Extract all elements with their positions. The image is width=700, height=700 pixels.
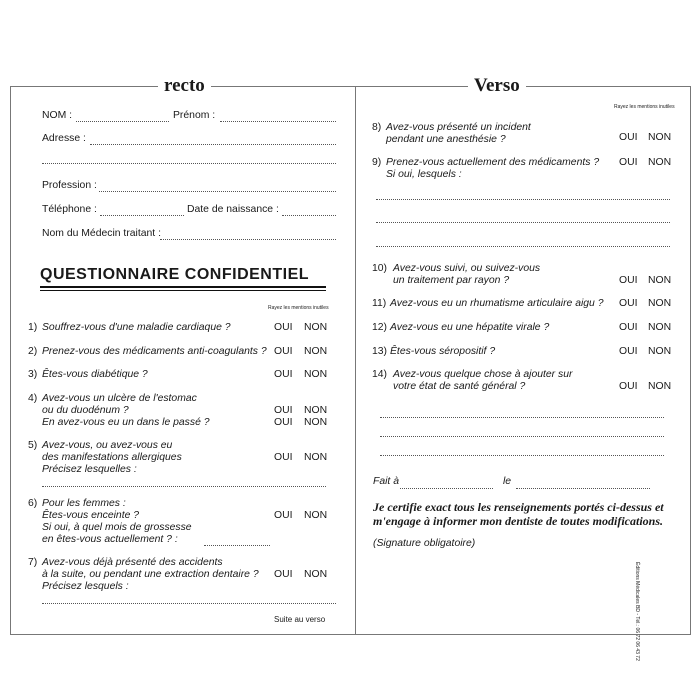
certification-line-1: Je certifie exact tous les renseignements portés ci-dessus et — [373, 500, 664, 514]
non-option[interactable]: NON — [648, 132, 672, 143]
prenom-field[interactable] — [220, 121, 336, 122]
non-option[interactable]: NON — [304, 452, 328, 463]
adresse-label: Adresse : — [42, 133, 86, 144]
question-number: 2) — [28, 346, 38, 357]
question-text: Avez-vous présenté un incident — [386, 122, 531, 133]
questionnaire-title: QUESTIONNAIRE CONFIDENTIEL — [40, 266, 310, 283]
non-option[interactable]: NON — [304, 569, 328, 580]
telephone-label: Téléphone : — [42, 204, 97, 215]
oui-option[interactable]: OUI — [274, 417, 293, 428]
medication-field-1[interactable] — [376, 199, 670, 200]
question-text: Si oui, à quel mois de grossesse — [42, 522, 192, 533]
oui-option[interactable]: OUI — [619, 381, 638, 392]
oui-option[interactable]: OUI — [274, 346, 293, 357]
question-text: Prenez-vous des médicaments anti-coagulants ? — [42, 346, 267, 357]
question-text: Prenez-vous actuellement des médicaments ? — [386, 157, 600, 168]
accident-field[interactable] — [42, 603, 336, 604]
question-text: à la suite, ou pendant une extraction dentaire ? — [42, 569, 259, 580]
non-option[interactable]: NON — [648, 322, 672, 333]
question-text: Avez-vous eu une hépatite virale ? — [390, 322, 550, 333]
fait-a-label: Fait à — [373, 476, 399, 487]
additional-field-2[interactable] — [380, 436, 664, 437]
date-field[interactable] — [516, 488, 650, 489]
question-text: En avez-vous eu un dans le passé ? — [42, 417, 210, 428]
recto-panel — [10, 86, 357, 635]
medication-field-2[interactable] — [376, 222, 670, 223]
question-text: ou du duodénum ? — [42, 405, 129, 416]
signature-label: (Signature obligatoire) — [373, 538, 476, 549]
question-number: 8) — [372, 122, 382, 133]
question-number: 13) — [372, 346, 388, 357]
telephone-field[interactable] — [100, 215, 184, 216]
oui-option[interactable]: OUI — [274, 452, 293, 463]
question-text: Avez-vous un ulcère de l'estomac — [42, 393, 197, 404]
publisher-side-text: Éditions Médicales BD - Tél.: 06 72 06 43 72 — [634, 562, 640, 661]
question-text: Êtes-vous séropositif ? — [390, 346, 496, 357]
question-number: 14) — [372, 369, 388, 380]
recto-heading: recto — [158, 75, 211, 97]
question-number: 7) — [28, 557, 38, 568]
question-text: Souffrez-vous d'une maladie cardiaque ? — [42, 322, 231, 333]
nom-field[interactable] — [76, 121, 169, 122]
question-text: Avez-vous, ou avez-vous eu — [42, 440, 173, 451]
non-option[interactable]: NON — [304, 346, 328, 357]
non-option[interactable]: NON — [304, 405, 328, 416]
oui-option[interactable]: OUI — [274, 369, 293, 380]
title-rule — [40, 286, 326, 288]
question-number: 12) — [372, 322, 388, 333]
allergy-field[interactable] — [42, 486, 326, 487]
non-option[interactable]: NON — [648, 275, 672, 286]
non-option[interactable]: NON — [648, 381, 672, 392]
oui-option[interactable]: OUI — [274, 510, 293, 521]
medecin-label: Nom du Médecin traitant : — [42, 228, 161, 239]
rayez-note: Rayez les mentions inutiles — [268, 305, 329, 311]
oui-option[interactable]: OUI — [619, 322, 638, 333]
question-text: Avez-vous suivi, ou suivez-vous — [393, 263, 541, 274]
question-text: Précisez lesquelles : — [42, 464, 137, 475]
question-text: Avez-vous quelque chose à ajouter sur — [393, 369, 573, 380]
question-text: Avez-vous déjà présenté des accidents — [42, 557, 223, 568]
question-number: 10) — [372, 263, 388, 274]
pregnancy-month-field[interactable] — [204, 545, 270, 546]
oui-option[interactable]: OUI — [619, 132, 638, 143]
question-number: 11) — [372, 298, 387, 309]
question-text: pendant une anesthésie ? — [386, 134, 506, 145]
verso-heading: Verso — [468, 75, 526, 97]
non-option[interactable]: NON — [304, 510, 328, 521]
question-text: des manifestations allergiques — [42, 452, 182, 463]
medecin-field[interactable] — [160, 239, 336, 240]
non-option[interactable]: NON — [648, 298, 672, 309]
non-option[interactable]: NON — [304, 417, 328, 428]
additional-field-1[interactable] — [380, 417, 664, 418]
signature-area[interactable] — [373, 552, 663, 622]
profession-label: Profession : — [42, 180, 97, 191]
adresse-field-2[interactable] — [42, 163, 336, 164]
certification-line-2: m'engage à informer mon dentiste de toutes modifications. — [373, 514, 664, 528]
oui-option[interactable]: OUI — [274, 322, 293, 333]
question-number: 3) — [28, 369, 38, 380]
question-text: en êtes-vous actuellement ? : — [42, 534, 178, 545]
title-rule-thin — [40, 290, 326, 291]
adresse-field-1[interactable] — [90, 144, 336, 145]
date-naissance-field[interactable] — [282, 215, 336, 216]
question-number: 6) — [28, 498, 38, 509]
question-text: Précisez lesquels : — [42, 581, 129, 592]
rayez-note: Rayez les mentions inutiles — [614, 104, 675, 110]
question-number: 4) — [28, 393, 38, 404]
le-label: le — [503, 476, 512, 487]
question-number: 5) — [28, 440, 38, 451]
fait-a-field[interactable] — [400, 488, 493, 489]
non-option[interactable]: NON — [648, 157, 672, 168]
nom-label: NOM : — [42, 110, 73, 121]
suite-au-verso: Suite au verso — [274, 615, 326, 624]
question-text: Si oui, lesquels : — [386, 169, 462, 180]
oui-option[interactable]: OUI — [619, 157, 638, 168]
additional-field-3[interactable] — [380, 455, 664, 456]
profession-field[interactable] — [99, 191, 336, 192]
oui-option[interactable]: OUI — [619, 298, 638, 309]
question-number: 1) — [28, 322, 38, 333]
question-text: Avez-vous eu un rhumatisme articulaire aigu ? — [390, 298, 604, 309]
oui-option[interactable]: OUI — [274, 569, 293, 580]
question-text: Êtes-vous enceinte ? — [42, 510, 140, 521]
non-option[interactable]: NON — [304, 322, 328, 333]
date-naissance-label: Date de naissance : — [187, 204, 279, 215]
non-option[interactable]: NON — [648, 346, 672, 357]
non-option[interactable]: NON — [304, 369, 328, 380]
oui-option[interactable]: OUI — [619, 275, 638, 286]
question-text: votre état de santé général ? — [393, 381, 526, 392]
medication-field-3[interactable] — [376, 246, 670, 247]
question-text: un traitement par rayon ? — [393, 275, 510, 286]
prenom-label: Prénom : — [173, 110, 216, 121]
question-text: Êtes-vous diabétique ? — [42, 369, 148, 380]
oui-option[interactable]: OUI — [619, 346, 638, 357]
question-text: Pour les femmes : — [42, 498, 126, 509]
question-number: 9) — [372, 157, 382, 168]
oui-option[interactable]: OUI — [274, 405, 293, 416]
